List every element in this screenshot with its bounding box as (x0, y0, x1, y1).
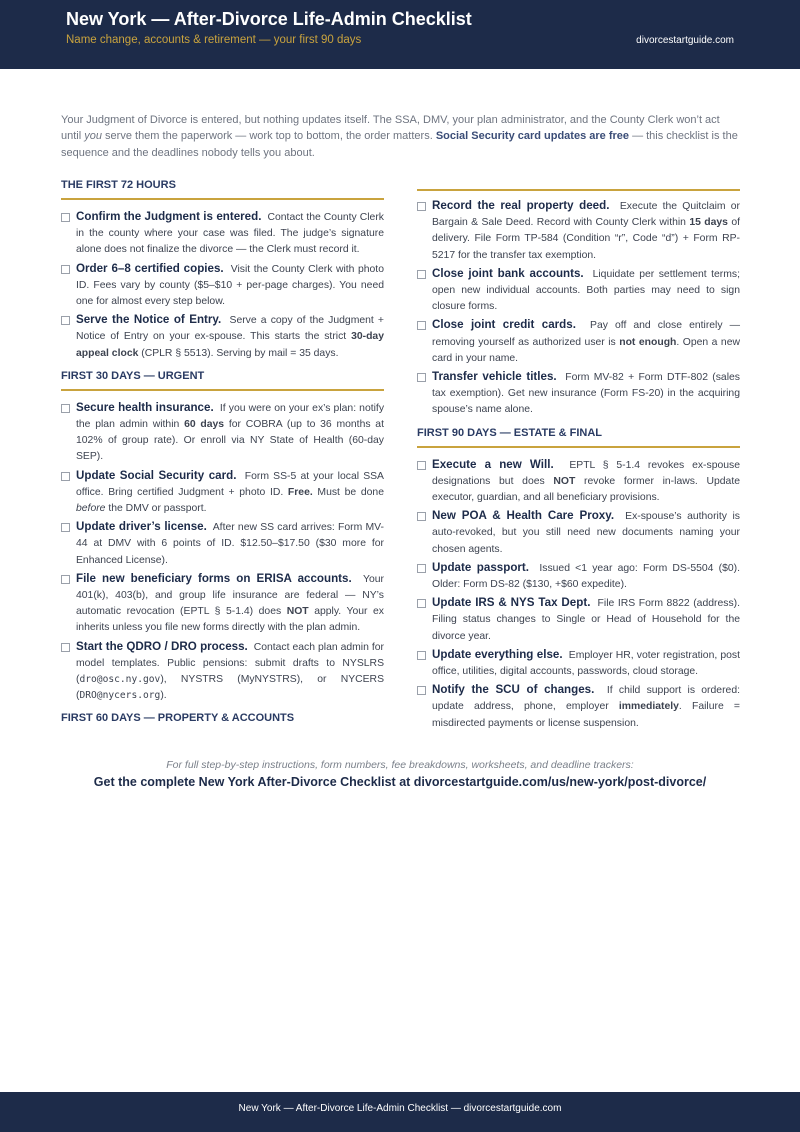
item-text: Contact each plan admin for model templates. Public pensions: submit drafts to NYSLRS ( (76, 641, 384, 686)
item-text: Your 401(k), 403(b), and group life insurance are federal — NY’s automatic revocation (EPTL § 5-1.4) does (76, 573, 384, 618)
header-site-link[interactable]: divorcestartguide.com (636, 35, 734, 46)
item-bold: Free. (287, 486, 313, 498)
checkbox[interactable] (417, 512, 426, 521)
item-text: Must be done (312, 486, 384, 498)
item-text: If child support is ordered: update address, phone, employer (432, 685, 740, 713)
item-text: the DMV or passport. (105, 503, 207, 515)
checklist-item (417, 682, 740, 732)
item-emphasis: before (76, 503, 106, 515)
item-text: Execute the Quitclaim or Bargain & Sale Deed. Record with County Clerk within (432, 201, 741, 229)
item-title: Start the QDRO / DRO process. (76, 639, 248, 653)
item-text: EPTL § 5-1.4 revokes ex-spouse designations but does (432, 459, 741, 487)
checklist-item (417, 595, 740, 645)
checklist-item (61, 468, 384, 518)
checkbox[interactable] (417, 686, 426, 695)
checkbox[interactable] (61, 265, 70, 274)
checkbox[interactable] (61, 404, 70, 413)
checklist-item (61, 400, 384, 466)
item-bold: 15 days (689, 217, 728, 229)
footer-text: New York — After-Divorce Life-Admin Checklist — divorcestartguide.com (238, 1103, 562, 1114)
checkbox[interactable] (417, 461, 426, 470)
email-link[interactable]: DRO@nycers.org (79, 690, 161, 702)
item-text: Serve a copy of the Judgment + Notice of Entry on your ex-spouse. This starts the strict (76, 315, 385, 343)
item-text: Form SS-5 at your local SSA office. Bring certified Judgment + photo ID. (76, 470, 384, 498)
item-title: Update IRS & NYS Tax Dept. (432, 596, 591, 610)
right-column (417, 189, 740, 734)
item-text: File IRS Form 8822 (address). Filing status changes to Single or Head of Household for the divorce year. (432, 598, 740, 642)
item-text: If you were on your ex’s plan: notify the plan admin within (76, 402, 385, 431)
intro-text-3: — this checklist is the sequence and the deadlines nobody tells you about. (61, 130, 738, 159)
item-title: Secure health insurance. (76, 400, 214, 414)
section-heading-72-hours: THE FIRST 72 HOURS (61, 179, 384, 200)
checklist-item (417, 317, 740, 367)
item-text: ). (160, 690, 167, 702)
intro-emphasis: you (84, 130, 102, 143)
checkbox[interactable] (61, 316, 70, 325)
item-text: Ex-spouse’s authority is auto-revoked, but you still need new documents naming your chosen agents. (432, 511, 740, 555)
checklist-item (417, 266, 740, 316)
item-text: ), NYSTRS (MyNYSTRS), or NYCERS ( (76, 674, 384, 702)
item-text: apply. Your ex inherits unless you file new forms directly with the plan admin. (76, 606, 384, 634)
item-title: Close joint bank accounts. (432, 266, 584, 280)
checkbox[interactable] (417, 564, 426, 573)
checklist-90-days (417, 457, 740, 732)
page-title: New York — After-Divorce Life-Admin Checklist (66, 9, 472, 29)
item-title: File new beneficiary forms on ERISA accounts. (76, 571, 352, 585)
cta-link[interactable]: Get the complete New York After-Divorce Checklist at divorcestartguide.com/us/new-york/post-divorce/ (93, 775, 707, 789)
checkbox[interactable] (61, 213, 70, 222)
checkbox[interactable] (61, 643, 70, 652)
item-bold: NOT (286, 606, 309, 618)
checklist-item (417, 560, 740, 593)
item-text: (CPLR § 5513). Serving by mail = 35 days. (138, 347, 339, 359)
item-text: revoke former in-laws. Update executor, guardian, and all beneficiary provisions. (432, 475, 741, 504)
item-text: . Failure = misdirected payments or license suspension. (432, 701, 740, 729)
section-divider (417, 189, 740, 198)
checklist-item (61, 571, 384, 637)
item-text: Form MV-82 + Form DTF-802 (sales tax exemption). Get new insurance (Form FS-20) in the acquiring spouse’s name alone. (432, 372, 740, 416)
item-text: for COBRA (up to 36 months at 102% of group rate). Or enroll via NY State of Health (60-day SEP). (76, 419, 384, 463)
checklist-30-days (61, 400, 384, 705)
item-text: Liquidate per settlement terms; open new individual accounts. Both parties may need to sign closure forms. (432, 268, 740, 313)
item-title: New POA & Health Care Proxy. (432, 509, 615, 523)
left-column (61, 179, 384, 740)
checklist-item (61, 639, 384, 705)
page-header (0, 0, 800, 69)
intro-text-2: serve them the paperwork — work top to bottom, the order matters. (102, 130, 436, 143)
item-bold: immediately (618, 701, 679, 713)
item-title: Confirm the Judgment is entered. (76, 210, 262, 223)
page-subtitle: Name change, accounts & retirement — your first 90 days (66, 34, 362, 46)
cta-note: For full step-by-step instructions, form numbers, fee breakdowns, worksheets, and deadline trackers: (166, 759, 634, 771)
checkbox[interactable] (61, 575, 70, 584)
item-text: . Open a new card in your name. (432, 336, 740, 364)
checklist-item (417, 369, 740, 419)
checklist-item (61, 209, 384, 259)
checkbox[interactable] (417, 202, 426, 211)
item-text: Employer HR, voter registration, post office, utilities, digital accounts, passwords, cloud storage. (432, 649, 740, 678)
item-title: Notify the SCU of changes. (432, 683, 595, 697)
checkbox[interactable] (61, 523, 70, 532)
item-title: Record the real property deed. (432, 199, 610, 212)
item-text: Visit the County Clerk with photo ID. Fees vary by county ($5–$10 + per-page charges). You need one for almost every step below. (76, 263, 384, 308)
item-bold: NOT (553, 475, 576, 487)
item-text: Contact the County Clerk in the county where your case was filed. The judge’s signature alone does not finalize the divorce — the Clerk must record it. (76, 212, 384, 256)
item-title: Transfer vehicle titles. (432, 370, 557, 384)
checkbox[interactable] (417, 270, 426, 279)
item-title: Serve the Notice of Entry. (76, 313, 222, 327)
item-text: Pay off and close entirely — removing yourself as authorized user is (432, 320, 740, 348)
checklist-72-hours (61, 209, 384, 362)
checklist-item (417, 647, 740, 680)
item-title: Close joint credit cards. (432, 318, 576, 332)
item-title: Order 6–8 certified copies. (76, 261, 224, 275)
item-bold: not enough (619, 336, 677, 348)
intro-highlight: Social Security card updates are free (435, 130, 630, 143)
checkbox[interactable] (417, 373, 426, 382)
email-link[interactable]: dro@osc.ny.gov (79, 674, 161, 686)
checklist-item (417, 457, 740, 507)
item-title: Update Social Security card. (76, 468, 237, 482)
page-footer (0, 1092, 800, 1132)
item-bold: 30-day appeal clock (76, 331, 384, 359)
checkbox[interactable] (417, 321, 426, 330)
checklist-item (61, 312, 384, 362)
checkbox[interactable] (417, 599, 426, 608)
item-text: Issued <1 year ago: Form DS-5504 ($0). Older: Form DS-82 ($130, +$60 expedite). (432, 562, 740, 591)
item-text: of delivery. File Form TP-584 (Condition “r”, Code “d”) + Form RP-5217 for the transfer tax exemption. (432, 217, 740, 261)
section-heading-30-days: FIRST 30 DAYS — URGENT (61, 370, 384, 391)
intro-text-1: Your Judgment of Divorce is entered, but nothing updates itself. The SSA, DMV, your plan administrator, and the County Clerk won’t act until (61, 114, 720, 143)
item-title: Update driver’s license. (76, 520, 207, 534)
item-text: After new SS card arrives: Form MV-44 at DMV with 6 points of ID. $12.50–$17.50 ($30 more for Enhanced License). (76, 522, 384, 566)
section-heading-90-days: FIRST 90 DAYS — ESTATE & FINAL (417, 427, 740, 448)
checklist-item (61, 261, 384, 311)
item-title: Execute a new Will. (432, 457, 554, 471)
checklist-item (417, 198, 740, 264)
checklist-item (417, 508, 740, 558)
checkbox[interactable] (417, 651, 426, 660)
checklist-item (61, 519, 384, 569)
section-heading-60-days: FIRST 60 DAYS — PROPERTY & ACCOUNTS (61, 712, 295, 725)
checklist-60-days (417, 198, 740, 419)
item-bold: 60 days (184, 419, 225, 431)
intro-paragraph (61, 112, 739, 161)
checkbox[interactable] (61, 472, 70, 481)
item-title: Update passport. (432, 560, 529, 574)
item-title: Update everything else. (432, 647, 563, 661)
